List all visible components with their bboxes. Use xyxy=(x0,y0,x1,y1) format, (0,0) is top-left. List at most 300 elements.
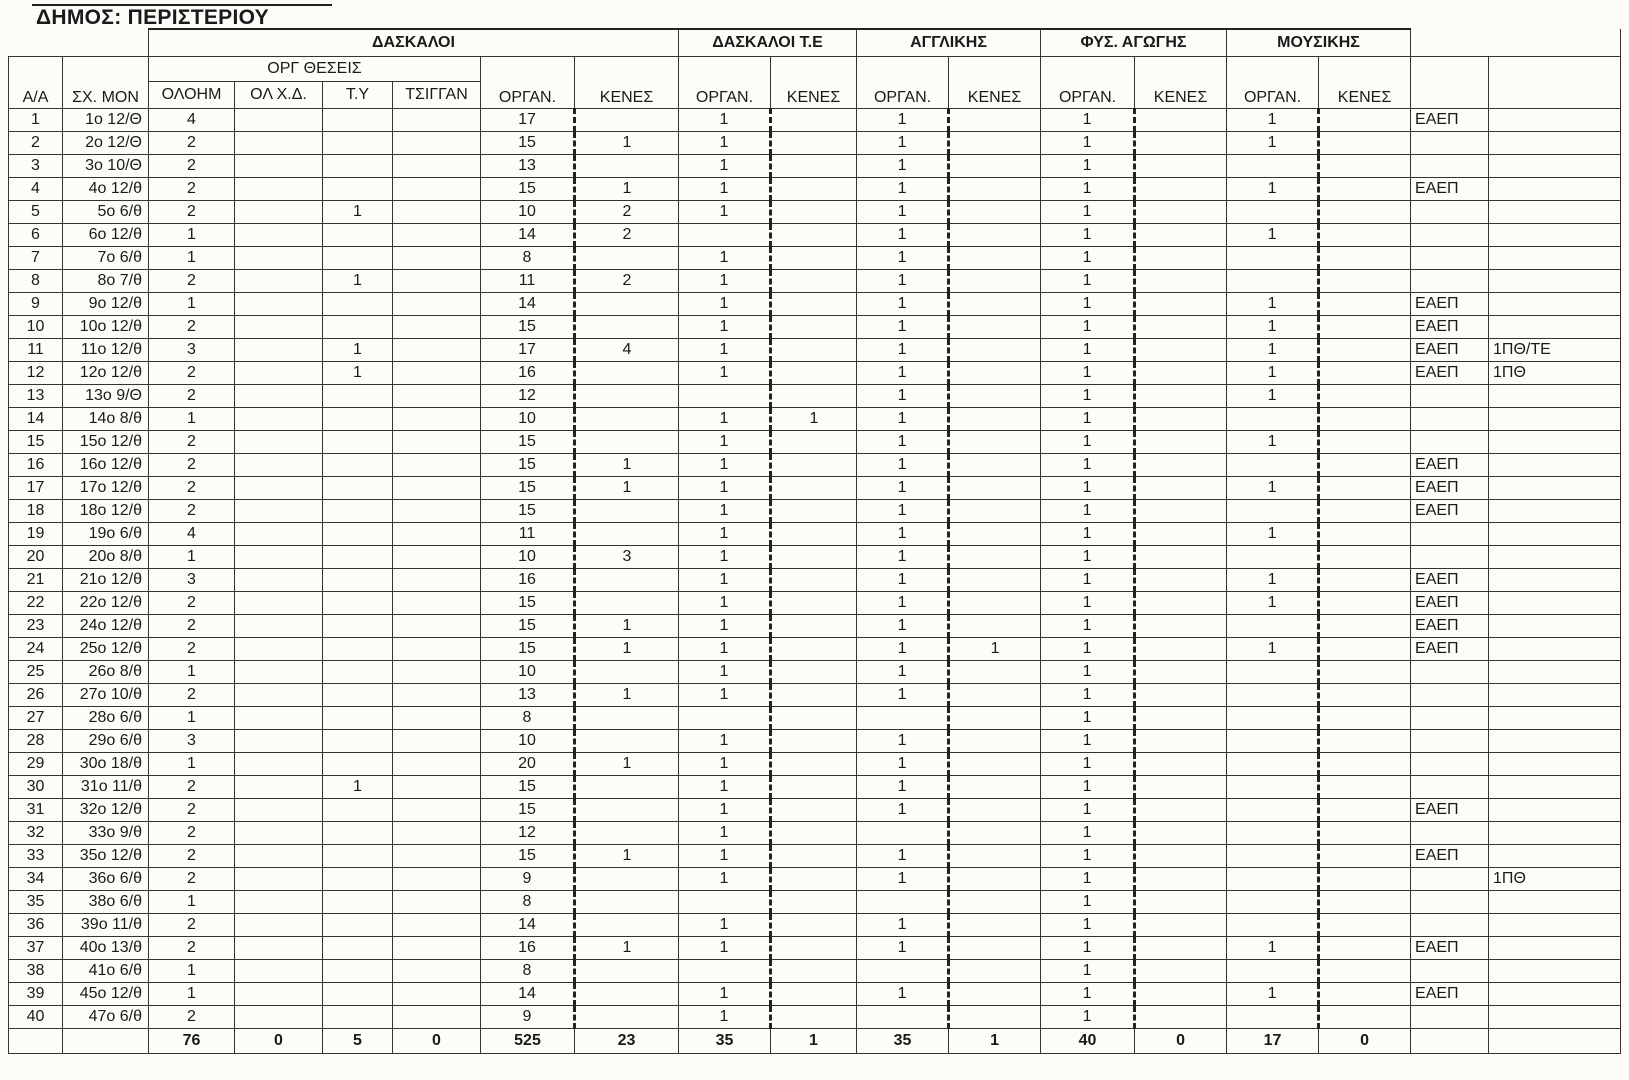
table-cell xyxy=(1135,339,1227,362)
table-cell xyxy=(235,270,323,293)
table-cell: 4 xyxy=(9,178,63,201)
table-cell xyxy=(1489,983,1621,1006)
table-cell: 13 xyxy=(481,684,575,707)
table-cell: 2 xyxy=(149,799,235,822)
table-cell xyxy=(1319,523,1411,546)
table-cell xyxy=(1319,362,1411,385)
table-cell xyxy=(949,362,1041,385)
table-cell: 2 xyxy=(149,431,235,454)
table-cell: 2 xyxy=(149,132,235,155)
table-cell xyxy=(1319,592,1411,615)
table-cell xyxy=(1135,730,1227,753)
col-tsiggan: ΤΣΙΓΓΑΝ xyxy=(393,82,481,109)
table-cell xyxy=(235,155,323,178)
table-cell: 2 xyxy=(149,776,235,799)
table-cell xyxy=(235,661,323,684)
table-cell: 1 xyxy=(679,178,771,201)
table-cell xyxy=(1411,155,1489,178)
table-cell xyxy=(235,247,323,270)
table-cell: 1 xyxy=(1041,684,1135,707)
table-cell xyxy=(235,638,323,661)
table-cell xyxy=(235,592,323,615)
table-cell: 1 xyxy=(679,868,771,891)
table-cell: 1 xyxy=(1041,385,1135,408)
table-cell xyxy=(1227,799,1319,822)
table-cell: 1 xyxy=(9,109,63,132)
table-cell xyxy=(771,684,857,707)
table-cell: 1 xyxy=(1227,109,1319,132)
table-cell: 20 xyxy=(9,546,63,569)
table-cell: 1 xyxy=(1227,983,1319,1006)
table-cell: 3 xyxy=(149,730,235,753)
table-cell: 1 xyxy=(575,684,679,707)
table-cell: 1 xyxy=(857,684,949,707)
table-cell: 17ο 12/θ xyxy=(63,477,149,500)
table-cell xyxy=(393,592,481,615)
table-cell: 1 xyxy=(771,408,857,431)
table-cell xyxy=(771,109,857,132)
table-cell xyxy=(1489,776,1621,799)
table-row xyxy=(9,914,1621,937)
total-cell: 0 xyxy=(235,1029,323,1054)
table-row xyxy=(9,178,1621,201)
table-cell xyxy=(771,201,857,224)
table-cell: 18ο 12/θ xyxy=(63,500,149,523)
table-cell: 1 xyxy=(1041,408,1135,431)
table-cell xyxy=(235,776,323,799)
table-cell xyxy=(323,937,393,960)
table-cell: 1 xyxy=(857,477,949,500)
table-cell: 1 xyxy=(679,132,771,155)
table-cell: 6ο 12/θ xyxy=(63,224,149,247)
table-cell: 1 xyxy=(1041,546,1135,569)
table-cell xyxy=(1489,730,1621,753)
table-cell xyxy=(1489,1006,1621,1029)
table-cell: 1 xyxy=(857,776,949,799)
table-cell: 1 xyxy=(575,638,679,661)
table-cell: 15 xyxy=(481,845,575,868)
table-cell xyxy=(771,822,857,845)
table-cell: 1 xyxy=(857,983,949,1006)
table-row xyxy=(9,109,1621,132)
table-cell xyxy=(393,684,481,707)
table-cell xyxy=(1227,822,1319,845)
table-cell: 4 xyxy=(149,109,235,132)
table-cell: 1 xyxy=(149,224,235,247)
table-cell xyxy=(1489,891,1621,914)
table-cell: 10 xyxy=(481,730,575,753)
table-cell xyxy=(1319,385,1411,408)
table-cell xyxy=(235,1006,323,1029)
table-cell: 9ο 12/θ xyxy=(63,293,149,316)
table-cell: 15 xyxy=(481,638,575,661)
table-cell xyxy=(771,707,857,730)
table-cell: 22 xyxy=(9,592,63,615)
table-cell xyxy=(1411,891,1489,914)
table-cell: 1 xyxy=(1041,868,1135,891)
table-cell xyxy=(1227,408,1319,431)
table-cell xyxy=(323,477,393,500)
table-cell: 1 xyxy=(857,914,949,937)
table-cell xyxy=(949,431,1041,454)
table-cell: 1 xyxy=(1041,592,1135,615)
table-cell xyxy=(1411,408,1489,431)
table-cell xyxy=(1135,822,1227,845)
col-ol-xd: ΟΛ Χ.Δ. xyxy=(235,82,323,109)
col-note-1 xyxy=(1411,57,1489,109)
table-cell xyxy=(323,500,393,523)
table-cell xyxy=(771,776,857,799)
table-cell xyxy=(949,339,1041,362)
table-cell: 1 xyxy=(679,914,771,937)
table-cell xyxy=(1135,661,1227,684)
table-cell: 1 xyxy=(323,339,393,362)
table-cell: ΕΑΕΠ xyxy=(1411,178,1489,201)
table-cell xyxy=(235,339,323,362)
table-cell xyxy=(1489,454,1621,477)
table-cell: 1 xyxy=(679,201,771,224)
table-cell: 1 xyxy=(1041,477,1135,500)
table-cell: 15 xyxy=(481,776,575,799)
table-cell xyxy=(1135,109,1227,132)
table-cell xyxy=(1227,270,1319,293)
table-cell xyxy=(771,132,857,155)
table-cell: 1 xyxy=(1227,178,1319,201)
table-cell xyxy=(1319,799,1411,822)
table-cell: 1 xyxy=(575,753,679,776)
table-cell xyxy=(1411,385,1489,408)
table-cell: 5ο 6/θ xyxy=(63,201,149,224)
table-cell xyxy=(323,454,393,477)
table-cell: 23 xyxy=(9,615,63,638)
table-cell: 1 xyxy=(1041,523,1135,546)
table-cell: 1 xyxy=(1041,661,1135,684)
table-cell xyxy=(1227,891,1319,914)
table-cell: 2 xyxy=(149,270,235,293)
table-cell xyxy=(393,132,481,155)
table-cell: 12 xyxy=(9,362,63,385)
table-cell xyxy=(771,1006,857,1029)
table-row xyxy=(9,730,1621,753)
table-cell xyxy=(323,155,393,178)
table-cell xyxy=(323,914,393,937)
table-row xyxy=(9,776,1621,799)
table-cell xyxy=(771,569,857,592)
table-cell xyxy=(235,707,323,730)
table-cell xyxy=(857,960,949,983)
table-cell: 1 xyxy=(1041,109,1135,132)
table-cell: 1 xyxy=(1041,776,1135,799)
table-cell xyxy=(575,109,679,132)
table-cell: 14 xyxy=(481,914,575,937)
table-cell xyxy=(235,362,323,385)
table-row xyxy=(9,592,1621,615)
table-cell xyxy=(1489,477,1621,500)
table-cell xyxy=(949,270,1041,293)
table-cell: 13 xyxy=(9,385,63,408)
table-cell xyxy=(1411,270,1489,293)
table-cell xyxy=(949,983,1041,1006)
table-cell: 11 xyxy=(9,339,63,362)
table-cell xyxy=(1411,661,1489,684)
table-cell: 1 xyxy=(1041,431,1135,454)
table-cell: 1 xyxy=(575,454,679,477)
table-cell: 34 xyxy=(9,868,63,891)
table-cell: 4ο 12/θ xyxy=(63,178,149,201)
table-cell: 22ο 12/θ xyxy=(63,592,149,615)
table-cell: 38ο 6/θ xyxy=(63,891,149,914)
table-cell xyxy=(393,638,481,661)
table-cell xyxy=(1489,960,1621,983)
table-cell xyxy=(393,247,481,270)
table-cell xyxy=(575,960,679,983)
table-cell xyxy=(323,293,393,316)
table-cell xyxy=(1135,155,1227,178)
table-cell: 24 xyxy=(9,638,63,661)
table-cell xyxy=(1135,1006,1227,1029)
table-cell xyxy=(323,822,393,845)
table-cell: 1 xyxy=(857,362,949,385)
table-cell: 1 xyxy=(149,891,235,914)
table-cell: ΕΑΕΠ xyxy=(1411,845,1489,868)
table-cell xyxy=(323,638,393,661)
table-cell: 1 xyxy=(575,845,679,868)
table-cell: 1 xyxy=(679,569,771,592)
table-cell xyxy=(1489,546,1621,569)
table-cell xyxy=(1227,868,1319,891)
total-cell: 23 xyxy=(575,1029,679,1054)
table-cell: 2 xyxy=(149,201,235,224)
table-cell xyxy=(771,983,857,1006)
table-cell xyxy=(1135,546,1227,569)
table-cell xyxy=(393,385,481,408)
table-cell xyxy=(393,523,481,546)
table-row xyxy=(9,523,1621,546)
table-cell: 1 xyxy=(857,615,949,638)
col-kenes-3: ΚΕΝΕΣ xyxy=(949,57,1041,109)
table-cell xyxy=(949,201,1041,224)
table-cell: 1 xyxy=(857,224,949,247)
table-cell: 1 xyxy=(575,477,679,500)
table-cell: ΕΑΕΠ xyxy=(1411,362,1489,385)
table-cell xyxy=(1319,638,1411,661)
table-cell: 16 xyxy=(481,569,575,592)
table-cell xyxy=(949,247,1041,270)
table-cell xyxy=(1227,707,1319,730)
table-cell xyxy=(857,891,949,914)
page-title: ΔΗΜΟΣ: ΠΕΡΙΣΤΕΡΙΟΥ xyxy=(36,6,269,29)
table-cell: 7ο 6/θ xyxy=(63,247,149,270)
table-cell xyxy=(1319,500,1411,523)
table-cell xyxy=(393,799,481,822)
total-cell: 1 xyxy=(949,1029,1041,1054)
table-cell xyxy=(1411,546,1489,569)
table-cell xyxy=(1135,776,1227,799)
table-cell: 15 xyxy=(481,316,575,339)
table-cell: 11 xyxy=(481,270,575,293)
table-cell: 2 xyxy=(575,201,679,224)
table-cell: 29 xyxy=(9,753,63,776)
col-organ-1: ΟΡΓΑΝ. xyxy=(481,57,575,109)
table-cell xyxy=(393,730,481,753)
table-cell xyxy=(393,178,481,201)
table-cell xyxy=(1319,339,1411,362)
table-cell xyxy=(1319,408,1411,431)
schools-table xyxy=(8,28,1621,1054)
table-row xyxy=(9,1006,1621,1029)
table-cell: 1 xyxy=(1041,822,1135,845)
table-cell: 3 xyxy=(149,339,235,362)
table-cell: 1 xyxy=(575,615,679,638)
table-cell: 2 xyxy=(149,684,235,707)
table-cell xyxy=(1227,753,1319,776)
table-cell xyxy=(771,753,857,776)
total-cell xyxy=(63,1029,149,1054)
table-cell: 1 xyxy=(1041,730,1135,753)
table-cell xyxy=(393,753,481,776)
table-cell: ΕΑΕΠ xyxy=(1411,454,1489,477)
table-cell: 1 xyxy=(1041,960,1135,983)
table-cell: 24ο 12/θ xyxy=(63,615,149,638)
table-cell: 8ο 7/θ xyxy=(63,270,149,293)
table-row xyxy=(9,431,1621,454)
table-cell xyxy=(323,569,393,592)
total-cell: 76 xyxy=(149,1029,235,1054)
table-cell: 1 xyxy=(1041,845,1135,868)
table-cell xyxy=(1411,201,1489,224)
table-cell xyxy=(235,914,323,937)
table-row xyxy=(9,477,1621,500)
table-cell xyxy=(1135,960,1227,983)
table-cell: 1 xyxy=(679,937,771,960)
table-cell xyxy=(1319,615,1411,638)
total-cell: 35 xyxy=(857,1029,949,1054)
table-cell: 1 xyxy=(149,546,235,569)
table-cell: ΕΑΕΠ xyxy=(1411,592,1489,615)
table-cell xyxy=(323,868,393,891)
table-cell xyxy=(323,799,393,822)
table-cell xyxy=(393,270,481,293)
table-row xyxy=(9,707,1621,730)
table-cell xyxy=(575,385,679,408)
table-cell xyxy=(1227,615,1319,638)
table-cell xyxy=(1135,431,1227,454)
table-cell xyxy=(1227,500,1319,523)
table-cell xyxy=(1319,132,1411,155)
table-cell xyxy=(323,592,393,615)
table-cell xyxy=(1135,569,1227,592)
table-cell xyxy=(1489,385,1621,408)
table-cell xyxy=(771,362,857,385)
table-cell: 21ο 12/θ xyxy=(63,569,149,592)
table-cell xyxy=(949,615,1041,638)
table-cell: 13 xyxy=(481,155,575,178)
table-cell xyxy=(1411,247,1489,270)
table-cell xyxy=(393,960,481,983)
table-cell: 40 xyxy=(9,1006,63,1029)
table-cell xyxy=(235,546,323,569)
table-cell xyxy=(323,385,393,408)
table-cell: 1 xyxy=(679,500,771,523)
table-cell: 15 xyxy=(481,799,575,822)
table-cell: 14ο 8/θ xyxy=(63,408,149,431)
table-cell xyxy=(393,339,481,362)
header-row-sub xyxy=(9,57,1621,82)
table-row xyxy=(9,799,1621,822)
table-cell xyxy=(771,477,857,500)
table-cell xyxy=(323,707,393,730)
table-cell: 39ο 11/θ xyxy=(63,914,149,937)
table-cell xyxy=(949,385,1041,408)
table-cell: 36ο 6/θ xyxy=(63,868,149,891)
table-cell: 1 xyxy=(857,293,949,316)
table-cell xyxy=(949,845,1041,868)
header-row-groups xyxy=(9,29,1621,57)
table-row xyxy=(9,270,1621,293)
table-cell xyxy=(1227,684,1319,707)
table-cell: 1 xyxy=(149,753,235,776)
table-cell xyxy=(323,247,393,270)
table-cell xyxy=(1319,454,1411,477)
table-cell xyxy=(949,960,1041,983)
table-cell xyxy=(949,293,1041,316)
table-cell: 14 xyxy=(9,408,63,431)
table-cell: 1 xyxy=(679,684,771,707)
table-cell xyxy=(575,1006,679,1029)
table-cell: 28 xyxy=(9,730,63,753)
table-cell xyxy=(949,707,1041,730)
table-cell: 32 xyxy=(9,822,63,845)
table-cell: 14 xyxy=(481,983,575,1006)
table-cell: 1 xyxy=(857,868,949,891)
table-cell xyxy=(393,546,481,569)
table-cell: 1 xyxy=(679,339,771,362)
table-cell: 1 xyxy=(1041,270,1135,293)
col-school: ΣΧ. ΜΟΝ xyxy=(63,57,149,109)
table-cell: 1 xyxy=(679,247,771,270)
table-cell: 2 xyxy=(575,224,679,247)
table-cell xyxy=(1489,224,1621,247)
table-cell xyxy=(393,500,481,523)
table-cell: 1 xyxy=(679,270,771,293)
table-cell: 1 xyxy=(857,431,949,454)
table-cell: 16ο 12/θ xyxy=(63,454,149,477)
table-cell: 1 xyxy=(679,615,771,638)
table-cell xyxy=(1411,132,1489,155)
table-cell: 1 xyxy=(679,730,771,753)
table-cell: 35ο 12/θ xyxy=(63,845,149,868)
table-cell: 1 xyxy=(949,638,1041,661)
table-cell xyxy=(235,753,323,776)
table-cell: 1 xyxy=(1041,155,1135,178)
table-cell xyxy=(1135,753,1227,776)
table-cell xyxy=(575,569,679,592)
table-cell xyxy=(949,661,1041,684)
table-cell xyxy=(575,293,679,316)
table-cell xyxy=(235,500,323,523)
table-cell xyxy=(235,615,323,638)
table-cell: 1 xyxy=(1227,385,1319,408)
table-cell xyxy=(393,707,481,730)
table-cell xyxy=(949,155,1041,178)
table-cell: 1 xyxy=(1227,339,1319,362)
table-cell xyxy=(393,477,481,500)
table-cell: 1 xyxy=(323,362,393,385)
table-cell xyxy=(949,684,1041,707)
table-cell: 1 xyxy=(679,753,771,776)
table-cell: 1 xyxy=(679,316,771,339)
table-cell xyxy=(393,776,481,799)
